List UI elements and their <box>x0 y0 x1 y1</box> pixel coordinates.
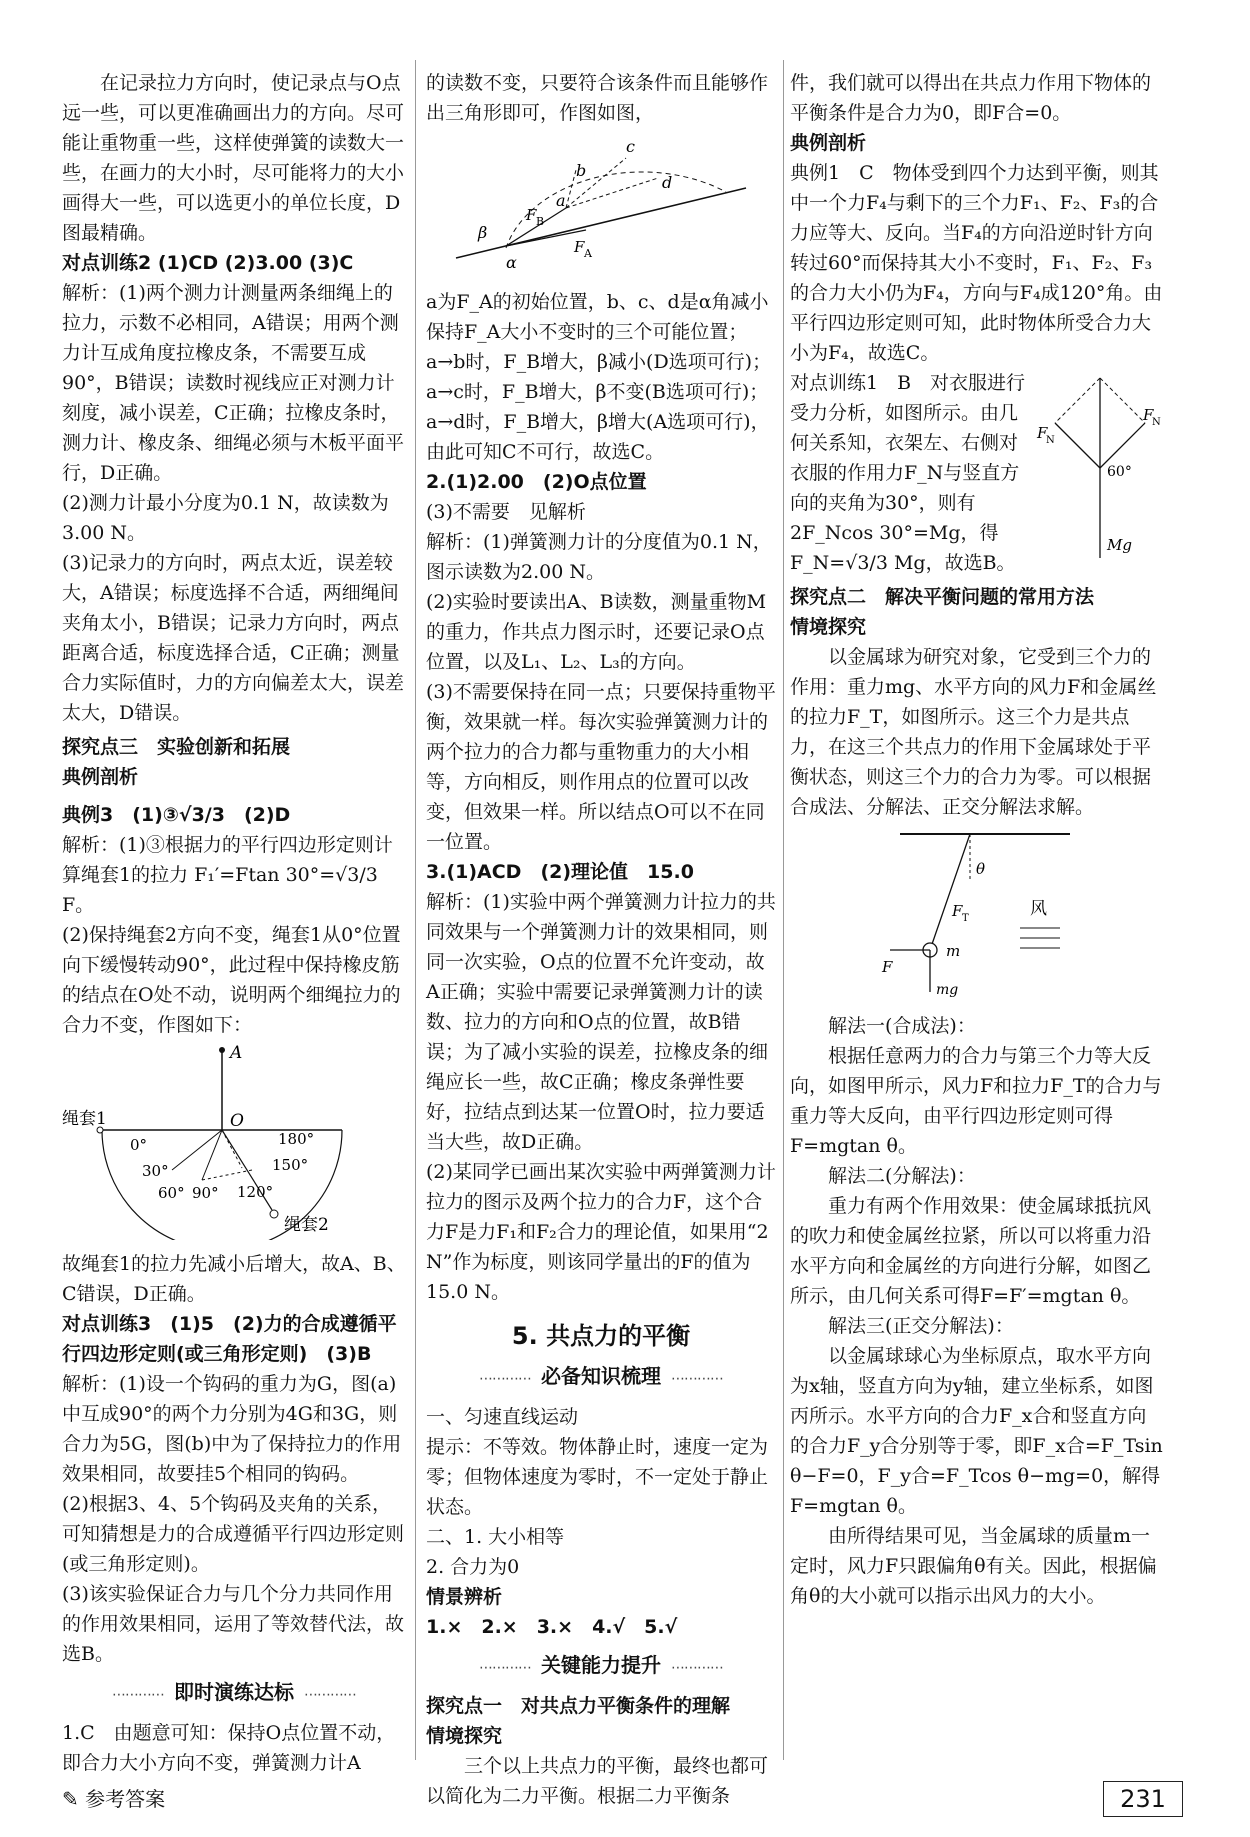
label-b: b <box>576 161 587 180</box>
label-alpha: α <box>506 253 517 272</box>
paragraph: 以金属球为研究对象，它受到三个力的作用：重力mg、水平方向的风力F和金属丝的拉力F_T，如图所示。这三个力是共点力，在这三个共点力的作用下金属球处于平衡状态，则这三个力的合力为零。可以根据合成法、分解法、正交分解法求解。 <box>790 646 1157 818</box>
exercise-heading: 对点训练2 (1)CD (2)3.00 (3)C <box>62 252 354 274</box>
dash <box>566 158 626 208</box>
angle-label: 60° <box>1107 464 1132 480</box>
exercise-heading: 对点训练3 (1)5 (2)力的合成遵循平行四边形定则(或三角形定则) (3)B <box>62 1313 397 1365</box>
label-mg: mg <box>936 982 959 998</box>
force-arrow <box>222 1130 242 1168</box>
paragraph: 根据任意两力的合力与第三个力等大反向，如图甲所示，风力F和拉力F_T的合力与重力等大反向，由平行四边形定则可得F=mgtan θ。 <box>790 1045 1162 1157</box>
paragraph: 重力有两个作用效果：使金属球抵抗风的吹力和使金属丝拉紧，所以可以将重力沿水平方向和金属丝的方向进行分解，如图乙所示，由几何关系可得F=F′=mgtan θ。 <box>790 1195 1152 1307</box>
paragraph: 一、匀速直线运动 <box>426 1406 579 1428</box>
paragraph: 典例1 C 物体受到四个力达到平衡，则其中一个力F₄与剩下的三个力F₁、F₂、F₃的合力应等大、反向。当F₄的方向沿逆时针方向转过60°而保持其大小不变时，F₁、F₂、F₃的合力大小仍为F₄，方向与F₄成120°角。由平行四边形定则可知，此时物体所受合力大小为F₄，故选C。 <box>790 162 1163 364</box>
angle-label: 180° <box>278 1130 315 1148</box>
angle-label: 0° <box>130 1136 148 1154</box>
label-o: O <box>230 1111 244 1131</box>
paragraph: (2)实验时要读出A、B读数，测量重物M的重力，作共点力图示时，还要记录O点位置，以及L₁、L₂、L₃的方向。 <box>426 591 767 673</box>
wire <box>930 834 970 950</box>
page-number: 231 <box>1103 1781 1183 1817</box>
dashed-arc <box>506 172 726 248</box>
paragraph: (2)保持绳套2方向不变，绳套1从0°位置向下缓慢转动90°，此过程中保持橡皮筋的结点在O处不动，说明两个细绳拉力的合力不变，作图如下： <box>62 924 401 1036</box>
paragraph: 解析：(1)弹簧测力计的分度值为0.1 N，图示读数为2.00 N。 <box>426 531 772 583</box>
paragraph: 由所得结果可见，当金属球的质量m一定时，风力F只跟偏角θ有关。因此，根据偏角θ的大小就可以指示出风力的大小。 <box>790 1525 1157 1607</box>
paragraph: 件，我们就可以得出在共点力作用下物体的平衡条件是合力为0，即F合=0。 <box>790 72 1152 124</box>
label-a: a <box>556 191 566 210</box>
paragraph: 故绳套1的拉力先减小后增大，故A、B、C错误，D正确。 <box>62 1253 406 1305</box>
section-heading: 探究点一 对共点力平衡条件的理解 <box>426 1695 731 1717</box>
paragraph: 在记录拉力方向时，使记录点与O点远一些，可以更准确画出力的方向。尽可能让重物重一些，这样使弹簧的读数大一些，在画力的大小时，尽可能将力的大小画得大一些，可以选更小的单位长度，D图最精确。 <box>62 72 405 244</box>
force-triangle-diagram <box>426 128 776 278</box>
fn-right-arrow <box>1100 423 1145 468</box>
paragraph: 对点训练1 B 对衣服进行受力分析，如图所示。由几何关系知，衣架左、右侧对衣服的作用力F_N与竖直方向的夹角为30°，则有2F_Ncos 30°=Mg，得F_N=√3/3 Mg，故选B。 <box>790 372 1026 574</box>
exercise-with-figure <box>790 368 1165 578</box>
fn-left-arrow <box>1055 423 1100 468</box>
dash <box>1055 378 1100 423</box>
paragraph: (2)测力计最小分度为0.1 N，故读数为3.00 N。 <box>62 492 389 544</box>
paragraph: 解法三(正交分解法)： <box>828 1315 1014 1337</box>
section-heading: 探究点二 解决平衡问题的常用方法 <box>790 586 1095 608</box>
column-divider <box>783 60 784 1760</box>
paragraph: (3)不需要保持在同一点；只要保持重物平衡，效果就一样。每次实验弹簧测力计的两个拉力的合力都与重物重力的大小相等，方向相反，则作用点的位置可以改变，但效果一样。所以结点O可以不在同一位置。 <box>426 681 776 853</box>
label-theta: θ <box>976 860 986 878</box>
paragraph: 解法二(分解法)： <box>828 1165 976 1187</box>
section-heading: 探究点三 实验创新和拓展 <box>62 736 291 758</box>
paragraph: 解析：(1)③根据力的平行四边形定则计算绳套1的拉力 F₁′=Ftan 30°=√3/3 F。 <box>62 834 393 916</box>
paragraph: (3)不需要 见解析 <box>426 501 586 523</box>
label-fb-sub: B <box>536 215 545 228</box>
pendulum-wind-diagram <box>790 822 1165 1002</box>
rope1-label: 绳套1 <box>62 1109 107 1129</box>
question-answer: 2.(1)2.00 (2)O点位置 <box>426 471 647 493</box>
label-mg: Mg <box>1107 536 1132 554</box>
column-middle <box>426 68 776 1811</box>
paragraph: 1.C 由题意可知：保持O点位置不动，即合力大小方向不变，弹簧测力计A <box>62 1722 396 1774</box>
column-divider <box>415 60 416 1760</box>
angle-label: 90° <box>192 1184 219 1202</box>
judgement-answers: 1.× 2.× 3.× 4.√ 5.√ <box>426 1616 678 1638</box>
dash <box>1100 378 1145 423</box>
paragraph: 二、1. 大小相等 <box>426 1526 565 1548</box>
paragraph: (2)某同学已画出某次实验中两弹簧测力计拉力的图示及两个拉力的合力F，这个合力F是力F₁和F₂合力的理论值，如果用“2 N”作为标度，则该同学量出的F的值为15.0 N。 <box>426 1161 776 1303</box>
point-a <box>219 1047 225 1053</box>
dash <box>566 170 576 208</box>
rope2-end <box>270 1210 278 1218</box>
chapter-title: 5. 共点力的平衡 <box>511 1322 691 1350</box>
label-fb: F <box>526 206 537 224</box>
column-left <box>62 68 406 1778</box>
label-a: A <box>230 1043 243 1063</box>
paragraph: 解法一(合成法)： <box>828 1015 976 1037</box>
subheading: 情境探究 <box>426 1725 503 1747</box>
angle-label: 30° <box>142 1162 169 1180</box>
label-fa-sub: A <box>584 247 592 260</box>
rope2-label: 绳套2 <box>284 1215 329 1235</box>
label-m: m <box>946 942 961 960</box>
paragraph: 解析：(1)实验中两个弹簧测力计拉力的共同效果与一个弹簧测力计的效果相同，则同一次实验，O点的位置不允许变动，故A正确；实验中需要记录弹簧测力计的读数、拉力的方向和O点的位置，故B错误；为了减小实验的误差，拉橡皮条的细绳应长一些，故C正确；橡皮条弹性要好，拉结点到达某一位置O时，拉力要适当大些，故D正确。 <box>426 891 776 1153</box>
paragraph: 解析：(1)两个测力计测量两条细绳上的拉力，示数不必相同，A错误；用两个测力计互成角度拉橡皮条，不需要互成90°，B错误；读数时视线应正对测力计刻度，减小误差，C正确；拉橡皮条时，测力计、橡皮条、细绳必须与木板平面平行，D正确。 <box>62 282 405 484</box>
paragraph: a为F_A的初始位置，b、c、d是α角减小保持F_A大小不变时的三个可能位置；a→b时，F_B增大，β减小(D选项可行)；a→c时，F_B增大，β不变(B选项可行)；a→d时，F_B增大，β增大(A选项可行)，由此可知C不可行，故选C。 <box>426 291 772 463</box>
label-c: c <box>626 137 635 156</box>
paragraph: 解析：(1)设一个钩码的重力为G，图(a)中互成90°的两个力分别为4G和3G，则合力为5G，图(b)中为了保持拉力的作用效果相同，故要挂5个相同的钩码。 <box>62 1373 402 1485</box>
label-beta: β <box>478 223 488 242</box>
footer-label: ✎ 参考答案 <box>62 1787 166 1811</box>
label-fn-left: F <box>1037 424 1048 442</box>
band-heading: ⋯⋯⋯⋯ 即时演练达标 ⋯⋯⋯⋯ <box>62 1677 406 1710</box>
label-fn-sub: N <box>1152 417 1161 428</box>
paragraph: 以金属球球心为坐标原点，取水平方向为x轴，竖直方向为y轴，建立坐标系，如图丙所示。水平方向的合力F_x合和竖直方向的合力F_y合分别等于零，即F_x合=F_Tsin θ−F=0，F_y合=F_Tcos θ−mg=0，解得F=mgtan θ。 <box>790 1345 1163 1517</box>
subheading: 典例剖析 <box>790 132 867 154</box>
label-ft-sub: T <box>962 913 969 924</box>
band-heading: ⋯⋯⋯⋯ 关键能力提升 ⋯⋯⋯⋯ <box>426 1650 776 1683</box>
angle-label: 120° <box>237 1183 274 1201</box>
label-ft: F <box>952 902 963 920</box>
angle-label: 150° <box>272 1156 309 1174</box>
subheading: 情境探究 <box>790 616 867 638</box>
hanger-force-diagram <box>1035 368 1165 568</box>
paragraph: (3)该实验保证合力与几个分力共同作用的作用效果相同，运用了等效替代法，故选B。 <box>62 1583 405 1665</box>
label-fn-sub: N <box>1046 435 1055 446</box>
label-f: F <box>882 958 893 976</box>
label-d: d <box>662 173 673 192</box>
pencil-icon: ✎ <box>62 1787 79 1811</box>
band-heading: ⋯⋯⋯⋯ 必备知识梳理 ⋯⋯⋯⋯ <box>426 1361 776 1394</box>
wind-label: 风 <box>1030 899 1047 919</box>
rope-angle-diagram <box>62 1040 406 1240</box>
question-answer: 3.(1)ACD (2)理论值 15.0 <box>426 861 694 883</box>
guide-line <box>202 1170 252 1180</box>
example-heading: 典例3 (1)③√3/3 (2)D <box>62 804 291 826</box>
paragraph: 提示：不等效。物体静止时，速度一定为零；但物体速度为零时，不一定处于静止状态。 <box>426 1436 769 1518</box>
column-right <box>790 68 1165 1611</box>
label-fn-right: F <box>1143 406 1154 424</box>
paragraph: (3)记录力的方向时，两点太近，误差较大，A错误；标度选择不合适，两细绳间夹角太小，B错误；记录力方向时，两点距离合适，标度选择合适，C正确；测量合力实际值时，力的方向偏差太大，误差太大，D错误。 <box>62 552 405 724</box>
paragraph: 的读数不变，只要符合该条件而且能够作出三角形即可，作图如图， <box>426 72 769 124</box>
paragraph: 2. 合力为0 <box>426 1556 520 1578</box>
label-fa: F <box>574 238 585 256</box>
paragraph: 三个以上共点力的平衡，最终也都可以简化为二力平衡。根据二力平衡条 <box>426 1755 769 1807</box>
angle-label: 60° <box>158 1184 185 1202</box>
base-line <box>456 188 746 258</box>
paragraph: (2)根据3、4、5个钩码及夹角的关系，可知猜想是力的合成遵循平行四边形定则(或三角形定则)。 <box>62 1493 405 1575</box>
subheading: 典例剖析 <box>62 766 139 788</box>
subheading: 情景辨析 <box>426 1586 503 1608</box>
